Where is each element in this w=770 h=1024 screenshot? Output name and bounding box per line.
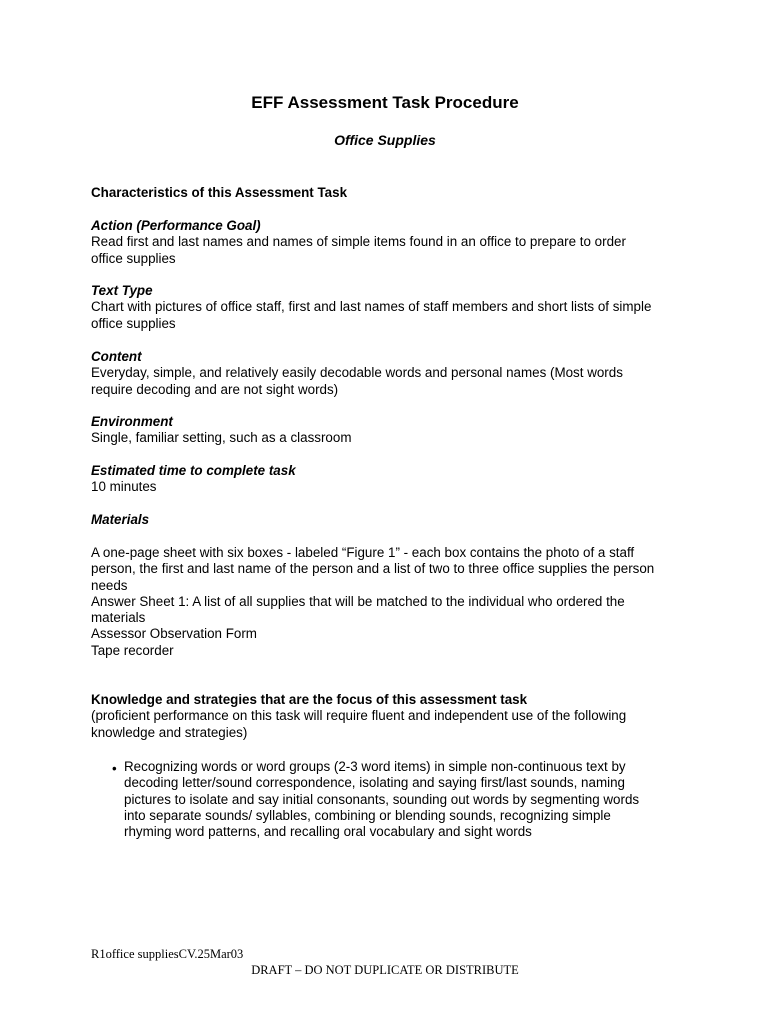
characteristics-heading: Characteristics of this Assessment Task <box>91 185 348 200</box>
document-title: EFF Assessment Task Procedure <box>251 93 519 112</box>
content-heading: Content <box>91 349 142 364</box>
bullet-line: rhyming word patterns, and recalling oral vocabulary and sight words <box>124 824 532 840</box>
bullet-line: Recognizing words or word groups (2-3 word items) in simple non-continuous text by <box>124 759 626 774</box>
knowledge-line: knowledge and strategies) <box>91 724 248 740</box>
knowledge-section <box>91 692 691 741</box>
materials-heading: Materials <box>91 512 150 527</box>
bullet-line: pictures to isolate and say initial consonants, sounding out words by segmenting words <box>124 791 640 807</box>
materials-line: materials <box>91 610 146 626</box>
materials-line: A one-page sheet with six boxes - labeled “Figure 1” - each box contains the photo of a staff <box>91 545 635 560</box>
knowledge-heading: Knowledge and strategies that are the focus of this assessment task <box>91 692 528 707</box>
bullet-icon: • <box>112 761 117 776</box>
text-type-line: Chart with pictures of office staff, first and last names of staff members and short lists of simple <box>91 299 652 315</box>
text-type-heading: Text Type <box>91 283 153 298</box>
text-type-line: office supplies <box>91 315 176 331</box>
environment-heading: Environment <box>91 414 173 429</box>
content-line: Everyday, simple, and relatively easily decodable words and personal names (Most words <box>91 365 623 381</box>
materials-line: person, the first and last name of the person and a list of two to three office supplies the person <box>91 561 655 577</box>
materials-line: Tape recorder <box>91 642 174 658</box>
estimated-time-section <box>91 463 691 496</box>
materials-line: Assessor Observation Form <box>91 626 257 642</box>
estimated-time-line: 10 minutes <box>91 479 157 495</box>
materials-line: Answer Sheet 1: A list of all supplies that will be matched to the individual who ordered the <box>91 593 625 609</box>
bullet-line: decoding letter/sound correspondence, isolating and saying first/last sounds, naming <box>124 775 625 791</box>
estimated-time-heading: Estimated time to complete task <box>91 463 296 478</box>
materials-list <box>91 545 691 659</box>
footer-file-ref: R1office suppliesCV.25Mar03 <box>91 947 244 961</box>
action-section <box>91 218 691 267</box>
text-type-section <box>91 283 691 332</box>
content-section <box>91 349 691 398</box>
action-line: office supplies <box>91 250 176 266</box>
environment-line: Single, familiar setting, such as a classroom <box>91 430 352 446</box>
content-line: require decoding and are not sight words) <box>91 381 339 397</box>
materials-line: needs <box>91 577 128 593</box>
footer-draft-notice: DRAFT – DO NOT DUPLICATE OR DISTRIBUTE <box>251 963 519 977</box>
bullet-line: into separate sounds/ syllables, combining or blending sounds, recognizing simple <box>124 807 611 823</box>
document-subtitle: Office Supplies <box>334 132 436 148</box>
action-heading: Action (Performance Goal) <box>91 218 261 233</box>
environment-section <box>91 414 691 447</box>
knowledge-line: (proficient performance on this task will require fluent and independent use of the following <box>91 708 627 724</box>
bullet-item <box>124 759 684 840</box>
action-line: Read first and last names and names of simple items found in an office to prepare to order <box>91 234 626 250</box>
